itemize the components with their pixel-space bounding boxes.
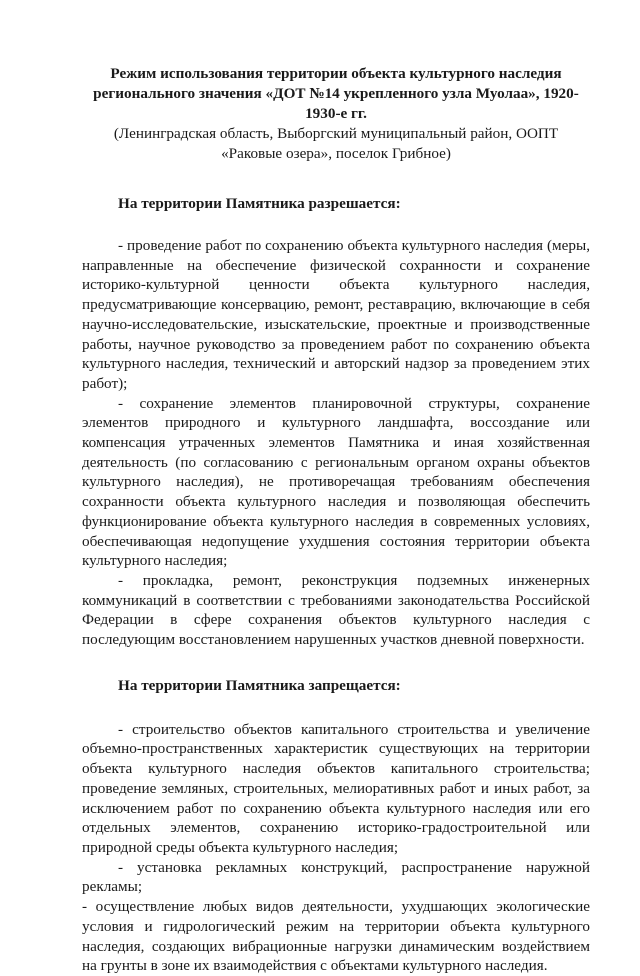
allowed-item: - сохранение элементов планировочной структуры, сохранение элементов природного и культурного ландшафта, воссоздание или компенсация утраченных элементов Памятника и иная хозяйственная деятельность (по согласованию с региональным органом охраны объектов культурного наследия), не противоречащая требованиям обеспечения сохранности объекта культурного наследия и позволяющая обеспечить функционирование объекта культурного наследия в современных условиях, обеспечивающая недопущение ухудшения состояния территории объекта культурного наследия; <box>82 394 590 570</box>
document-title-line-1: Режим использования территории объекта культурного наследия <box>110 65 562 82</box>
forbidden-item: - осуществление любых видов деятельности, ухудшающих экологические условия и гидрологический режим на территории объекта культурного наследия, создающих вибрационные нагрузки динамическим воздействием на грунты в зоне их взаимодействия с объектами культурного наследия. <box>82 898 590 975</box>
forbidden-item: - строительство объектов капитального строительства и увеличение объемно-пространственных характеристик существующих на территории объекта культурного наследия объектов капитального строительства; проведение земляных, строительных, мелиоративных работ и иных работ, за исключением работ по сохранению объекта культурного наследия или его отдельных элементов, сохранению историко-градостроительной или природной среды объекта культурного наследия; <box>82 720 590 856</box>
document-title-line-2: регионального значения «ДОТ №14 укрепленного узла Муолаа», 1920-1930-е гг. <box>93 85 579 122</box>
forbidden-item: - установка рекламных конструкций, распространение наружной рекламы; <box>82 858 590 896</box>
forbidden-section-heading: На территории Памятника запрещается: <box>118 676 401 694</box>
allowed-item: - проведение работ по сохранению объекта культурного наследия (меры, направленные на обеспечение физической сохранности и сохранение историко-культурной ценности объекта культурного наследия, предусматривающие консервацию, ремонт, реставрацию, включающие в себя научно-исследовательские, изыскательские, проектные и производственные работы, научное руководство за проведением работ по сохранению объекта культурного наследия, технический и авторский надзор за проведением этих работ); <box>82 237 590 392</box>
allowed-item: - прокладка, ремонт, реконструкция подземных инженерных коммуникаций в соответствии с требованиями законодательства Российской Федерации в сфере сохранения объектов культурного наследия с последующим восстановлением нарушенных участков дневной поверхности. <box>82 571 590 649</box>
document-page <box>82 64 590 976</box>
allowed-section-heading: На территории Памятника разрешается: <box>118 195 401 212</box>
document-subtitle: (Ленинградская область, Выборгский муниципальный район, ООПТ «Раковые озера», поселок Грибное) <box>113 125 559 162</box>
